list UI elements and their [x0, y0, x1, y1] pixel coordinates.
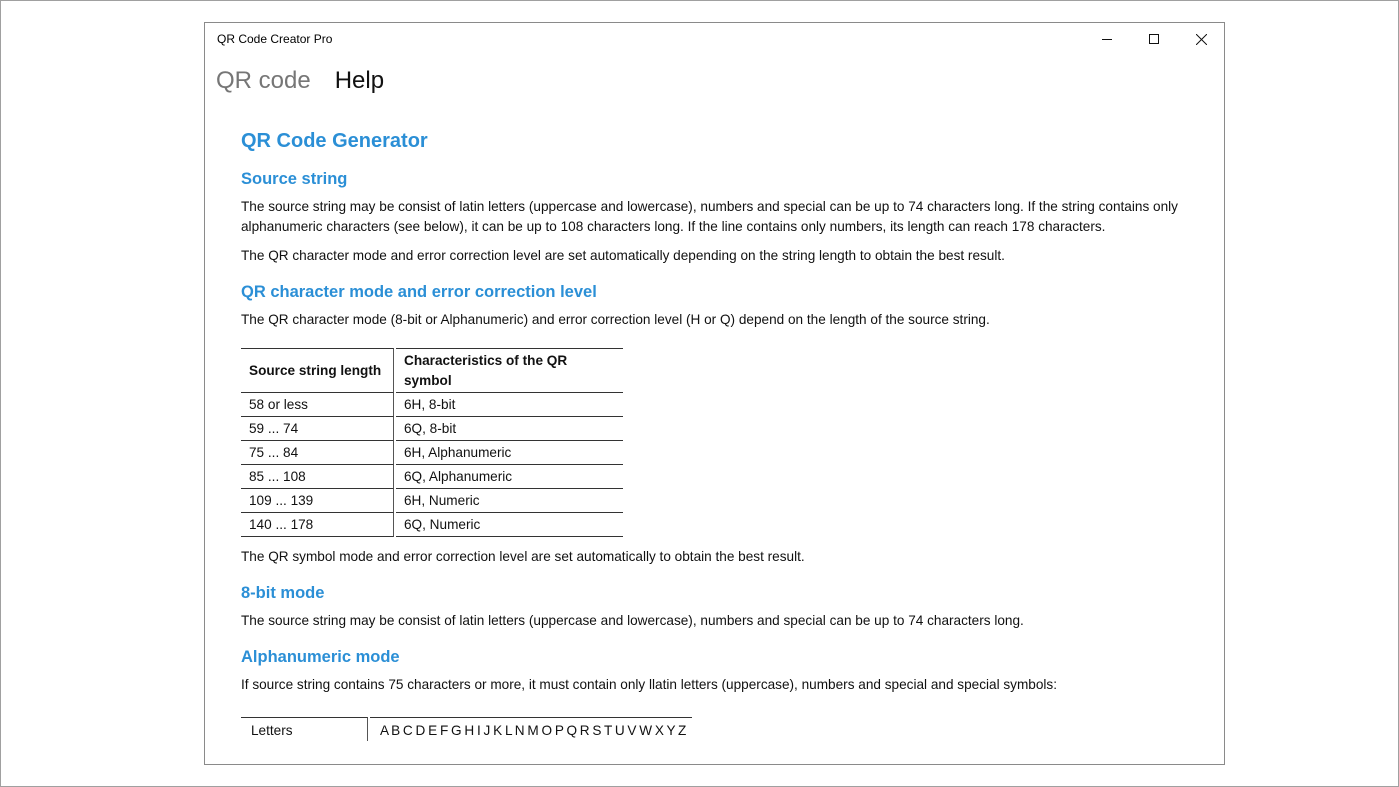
maximize-icon	[1149, 34, 1159, 44]
heading-alphanumeric-mode: Alphanumeric mode	[241, 648, 400, 666]
page-title: QR Code Generator	[241, 130, 428, 152]
column-header: Characteristics of the QR symbol	[396, 348, 623, 393]
table-cell: 6Q, Numeric	[396, 513, 623, 537]
paragraph: If source string contains 75 characters or more, it must contain only llatin letters (uppercase), numbers and special and special symbols:	[241, 677, 1058, 692]
tab-qr-code[interactable]: QR code	[216, 67, 311, 94]
table-cell: 85 ... 108	[241, 465, 394, 489]
table-cell: 59 ... 74	[241, 417, 394, 441]
table-row	[241, 465, 623, 489]
table-row	[241, 393, 623, 417]
table-cell: 58 or less	[241, 393, 394, 417]
table-cell: 109 ... 139	[241, 489, 394, 513]
letters-label: Letters	[241, 717, 368, 741]
table-row	[241, 441, 623, 465]
minimize-icon	[1102, 34, 1112, 44]
table-cell: 140 ... 178	[241, 513, 394, 537]
main-nav	[216, 67, 384, 95]
table-row	[241, 513, 623, 537]
close-icon	[1196, 34, 1207, 45]
paragraph: The source string may be consist of latin letters (uppercase and lowercase), numbers and special can be up to 74 characters long.	[241, 613, 1024, 628]
paragraph: The QR character mode and error correction level are set automatically depending on the string length to obtain the best result.	[241, 248, 1005, 263]
app-window	[204, 22, 1225, 765]
maximize-button[interactable]	[1131, 23, 1177, 55]
paragraph: The QR symbol mode and error correction level are set automatically to obtain the best result.	[241, 549, 805, 564]
table-cell: 6Q, Alphanumeric	[396, 465, 623, 489]
table-cell: 6H, Alphanumeric	[396, 441, 623, 465]
close-button[interactable]	[1178, 23, 1224, 55]
window-title: QR Code Creator Pro	[217, 32, 333, 46]
table-cell: 6H, Numeric	[396, 489, 623, 513]
table-cell: 6H, 8-bit	[396, 393, 623, 417]
mode-table	[239, 348, 625, 537]
table-row	[241, 489, 623, 513]
tab-help[interactable]: Help	[334, 67, 385, 94]
column-header: Source string length	[241, 348, 394, 393]
table-cell: 6Q, 8-bit	[396, 417, 623, 441]
minimize-button[interactable]	[1084, 23, 1130, 55]
table-cell: 75 ... 84	[241, 441, 394, 465]
paragraph: The QR character mode (8-bit or Alphanumeric) and error correction level (H or Q) depend on the length of the source string.	[241, 312, 990, 327]
letters-row	[241, 717, 1201, 741]
heading-qr-mode: QR character mode and error correction level	[241, 283, 597, 301]
help-content	[241, 131, 1201, 757]
paragraph: The source string may be consist of latin letters (uppercase and lowercase), numbers and special can be up to 74 characters long. If the string contains only alphanumeric characters (see below), it can be up to 108 characters long. If the line contains only numbers, its length can reach 178 characters.	[241, 199, 1178, 234]
heading-source-string: Source string	[241, 170, 348, 188]
letters-value: A B C D E F G H I J K L N M O P Q R S T U V W X Y Z	[370, 717, 692, 741]
table-row	[241, 417, 623, 441]
heading-8bit-mode: 8-bit mode	[241, 584, 325, 602]
